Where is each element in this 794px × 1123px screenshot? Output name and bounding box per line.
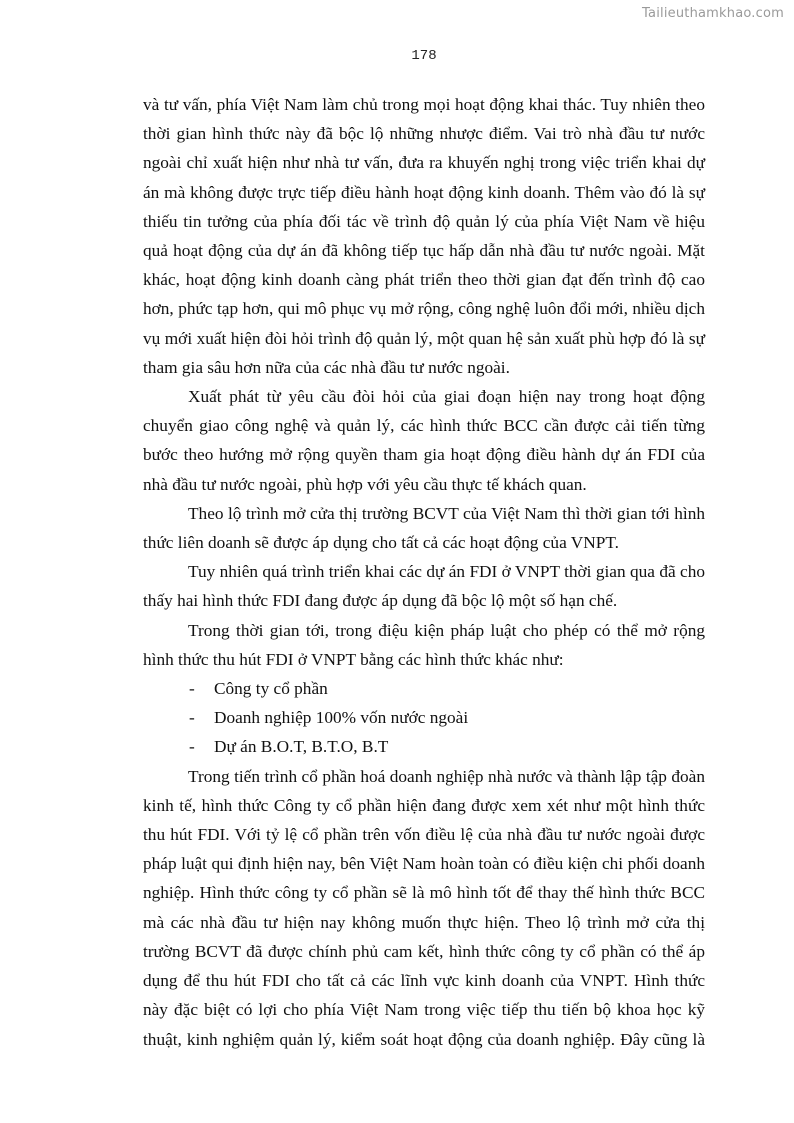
list-item [143, 674, 705, 703]
list-item-text: Doanh nghiệp 100% vốn nước ngoài [214, 708, 469, 728]
dash-bullet-icon: - [189, 679, 195, 699]
paragraph: Trong tiến trình cổ phần hoá doanh nghiệp nhà nước và thành lập tập đoàn kinh tế, hình thức Công ty cổ phần hiện đang được xem xét như một hình thức thu hút FDI. Với tỷ lệ cổ phần trên vốn điều lệ của nhà đầu tư nước ngoài được pháp luật qui định hiện nay, bên Việt Nam hoàn toàn có điều kiện chi phối doanh nghiệp. Hình thức công ty cổ phần sẽ là mô hình tốt để thay thế hình thức BCC mà các nhà đầu tư hiện nay không muốn thực hiện. Theo lộ trình mở cửa thị trường BCVT đã được chính phủ cam kết, hình thức công ty cổ phần có thể áp dụng để thu hút FDI cho tất cả các lĩnh vực kinh doanh của VNPT. Hình thức này đặc biệt có lợi cho phía Việt Nam trong việc tiếp thu tiến bộ khoa học kỹ thuật, kinh nghiệm quản lý, kiểm soát hoạt động của doanh nghiệp. Đây cũng là [143, 766, 705, 1049]
list-item-text: Dự án B.O.T, B.T.O, B.T [214, 737, 389, 757]
paragraph: Theo lộ trình mở cửa thị trường BCVT của Việt Nam thì thời gian tới hình thức liên doanh sẽ được áp dụng cho tất cả các hoạt động của VNPT. [143, 503, 705, 553]
paragraph: Trong thời gian tới, trong điệu kiện pháp luật cho phép có thể mở rộng hình thức thu hút FDI ở VNPT bằng các hình thức khác như: [143, 620, 705, 669]
page-number: 178 [411, 48, 437, 64]
paragraph: Xuất phát từ yêu cầu đòi hỏi của giai đoạn hiện nay trong hoạt động chuyển giao công nghệ và quản lý, các hình thức BCC cần được cải tiến từng bước theo hướng mở rộng quyền tham gia hoạt động điều hành dự án FDI của nhà đầu tư nước ngoài, phù hợp với yêu cầu thực tế khách quan. [143, 387, 705, 494]
list-item [143, 703, 705, 732]
dash-bullet-icon: - [189, 737, 195, 757]
paragraph: Tuy nhiên quá trình triển khai các dự án FDI ở VNPT thời gian qua đã cho thấy hai hình thức FDI đang được áp dụng đã bộc lộ một số hạn chế. [143, 562, 705, 611]
list-item-text: Công ty cổ phần [214, 679, 328, 699]
dash-bullet-icon: - [189, 708, 195, 728]
bullet-list [143, 674, 705, 762]
document-body [143, 90, 705, 1054]
list-item [143, 732, 705, 761]
watermark: Tailieuthamkhao.com [642, 6, 784, 21]
paragraph: và tư vấn, phía Việt Nam làm chủ trong mọi hoạt động khai thác. Tuy nhiên theo thời gian hình thức này đã bộc lộ những nhược điểm. Vai trò nhà đầu tư nước ngoài chỉ xuất hiện như nhà tư vấn, đưa ra khuyến nghị trong việc triển khai dự án mà không được trực tiếp điều hành hoạt động kinh doanh. Thêm vào đó là sự thiếu tin tưởng của phía đối tác về trình độ quản lý của phía Việt Nam về hiệu quả hoạt động của dự án đã không tiếp tục hấp dẫn nhà đầu tư nước ngoài. Mặt khác, hoạt động kinh doanh càng phát triển theo thời gian đạt đến trình độ cao hơn, phức tạp hơn, qui mô phục vụ mở rộng, công nghệ luôn đổi mới, nhiều dịch vụ mới xuất hiện đòi hỏi trình độ quản lý, một quan hệ sản xuất phù hợp đó là sự tham gia sâu hơn nữa của các nhà đầu tư nước ngoài. [143, 95, 705, 377]
